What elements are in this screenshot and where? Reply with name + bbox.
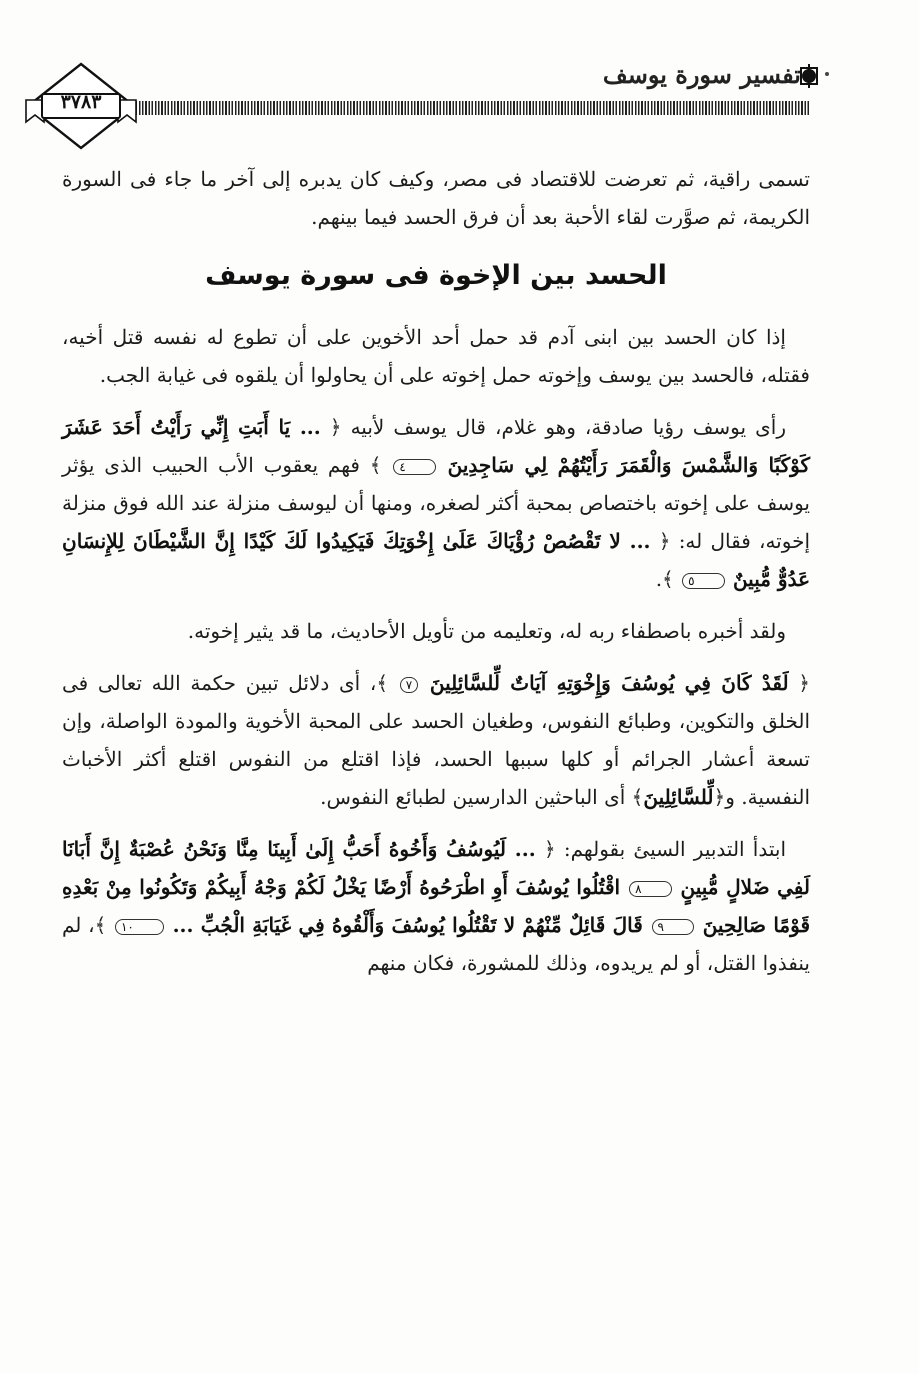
paragraph-text: ، أى دلائل تبين حكمة الله تعالى فى الخلق والتكوين، وطبائع النفوس، وطغيان الحسد على المحبة الأخوية والمودة الواصلة، وإن تسعة أعشار الجرائم أو كلها سببها الحسد، فإذا اقتلع من النفوس اقتلع أكثر الأخباث النفسية. و: [62, 671, 810, 809]
ornate-bracket-open: ﴿: [658, 529, 671, 553]
ornate-bracket-open: ﴿: [543, 837, 556, 861]
flower-ornament-icon: [797, 62, 821, 90]
verse-number-badge: ١٠: [115, 919, 164, 935]
paragraph-text: أى الباحثين الدارسين لطبائع النفوس.: [320, 785, 626, 809]
ornate-bracket-close: ﴾: [376, 671, 389, 695]
paragraph-text: فهم يعقوب الأب الحبيب الذى يؤثر يوسف على إخوته باختصاص بمحبة أكثر لصغره، ومنها أن ليوسف منزلة عند الله فوق منزلة إخوته، فقال له:: [62, 453, 810, 553]
ornate-bracket-close: ﴾: [631, 785, 644, 809]
running-title: تفسير سورة يوسف: [602, 60, 801, 89]
paragraph-text: إذا كان الحسد بين ابنى آدم قد حمل أحد الأخوين على أن تطوع له نفسه قتل أخيه، فقتله، فالحسد بين يوسف وإخوته حمل إخوته على أن يحاولوا أن يلقوه فى غيابة الجب.: [62, 325, 810, 387]
paragraph: [62, 160, 810, 236]
paragraph: [62, 408, 810, 598]
paragraph-text: ولقد أخبره باصطفاء ربه له، وتعليمه من تأويل الأحاديث، ما قد يثير إخوته.: [187, 619, 786, 643]
body-text: [62, 160, 810, 982]
verse-number-badge: ٤: [393, 459, 435, 475]
paragraph: [62, 612, 810, 650]
verse-number-badge: ٨: [629, 881, 671, 897]
quran-verse: ... لَيُوسُفُ وَأَخُوهُ أَحَبُّ إِلَىٰ أَبِينَا مِنَّا وَنَحْنُ عُصْبَةٌ إِنَّ أَبَانَا لَفِي ضَلالٍ مُّبِينٍ: [62, 837, 811, 899]
paragraph-text: .: [655, 567, 663, 591]
ornate-bracket-open: ﴿: [329, 415, 342, 439]
verse-number-badge: ٥: [682, 573, 724, 589]
ornate-bracket-close: ﴾: [94, 913, 107, 937]
quran-verse: ... يَا أَبَتِ إِنِّي رَأَيْتُ أَحَدَ عَشَرَ كَوْكَبًا وَالشَّمْسَ وَالْقَمَرَ رَأَيْتُهُمْ لِي سَاجِدِينَ: [62, 415, 811, 477]
quran-verse: اقْتُلُوا يُوسُفَ أَوِ اطْرَحُوهُ أَرْضًا يَخْلُ لَكُمْ وَجْهُ أَبِيكُمْ وَتَكُونُوا مِنْ بَعْدِهِ قَوْمًا صَالِحِينَ: [62, 875, 811, 937]
paragraph: [62, 664, 810, 816]
verse-number-badge: ٧: [400, 677, 418, 693]
paragraph: [62, 830, 810, 982]
ornate-bracket-close: ﴾: [369, 453, 382, 477]
quran-verse: لَقَدْ كَانَ فِي يُوسُفَ وَإِخْوَتِهِ آيَاتٌ لِّلسَّائِلِينَ: [429, 671, 789, 695]
ornate-bracket-close: ﴾: [662, 567, 674, 591]
paragraph-text: رأى يوسف رؤيا صادقة، وهو غلام، قال يوسف لأبيه: [350, 415, 787, 439]
ornate-bracket-open: ﴿: [798, 671, 810, 695]
page-number: ٣٧٨٣: [60, 91, 102, 113]
paragraph-text: ابتدأ التدبير السيئ بقولهم:: [563, 837, 787, 861]
paragraph: [62, 318, 810, 394]
paragraph-text: تسمى راقية، ثم تعرضت للاقتصاد فى مصر، وكيف كان يدبره إلى آخر ما جاء فى السورة الكريمة، ثم صوَّرت لقاء الأحبة بعد أن فرق الحسد فيما بينهم.: [62, 167, 810, 229]
quran-verse: ... لا تَقْصُصْ رُؤْيَاكَ عَلَىٰ إِخْوَتِكَ فَيَكِيدُوا لَكَ كَيْدًا إِنَّ الشَّيْطَانَ لِلإِنسَانِ عَدُوٌّ مُّبِينٌ: [62, 529, 810, 591]
header-rule: [126, 101, 810, 115]
quran-verse: قَالَ قَائِلٌ مِّنْهُمْ لا تَقْتُلُوا يُوسُفَ وَأَلْقُوهُ فِي غَيَابَةِ الْجُبِّ ...: [172, 913, 643, 937]
quran-verse: لِّلسَّائِلِينَ: [643, 785, 714, 809]
section-heading: الحسد بين الإخوة فى سورة يوسف: [205, 260, 667, 291]
ornate-bracket-open: ﴿: [713, 785, 726, 809]
verse-number-badge: ٩: [652, 919, 694, 935]
dot-mark-icon: [825, 72, 829, 76]
paragraph-text: ، لم ينفذوا القتل، أو لم يريدوه، وذلك للمشورة، فكان منهم: [62, 913, 810, 975]
